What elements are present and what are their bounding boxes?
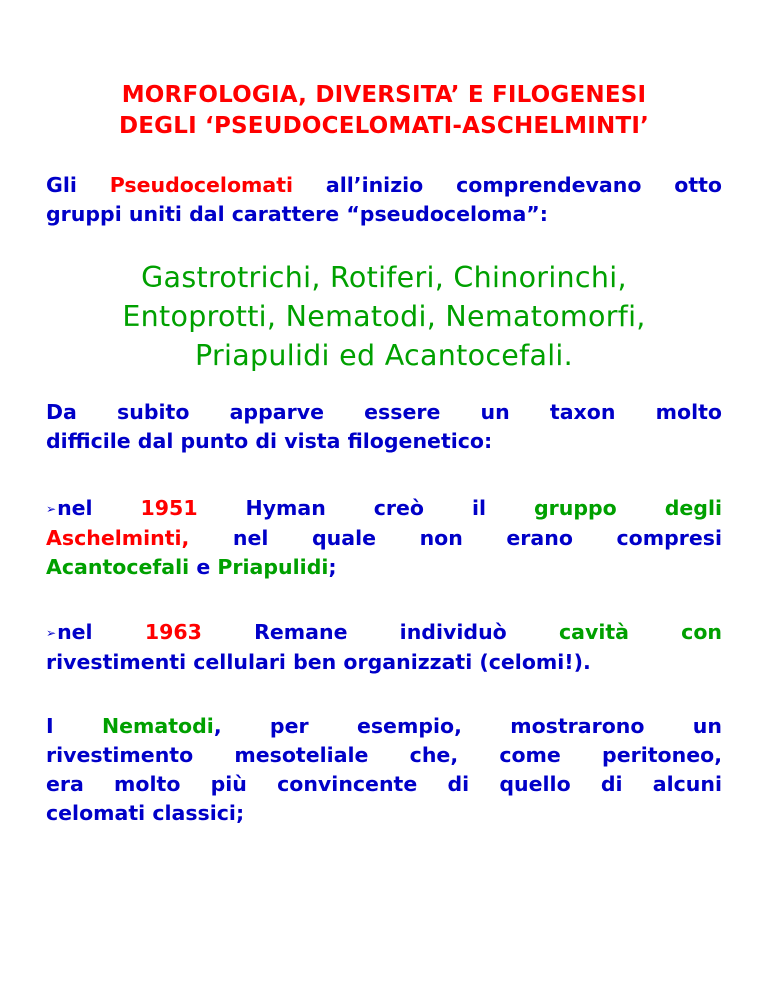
bullet-1951-e: e	[196, 555, 211, 579]
intro-text: all’inizio comprendevano otto	[325, 173, 723, 197]
year-1951: 1951	[140, 496, 198, 520]
year-1963: 1963	[144, 620, 202, 644]
nematodi-line-4: celomati classici;	[46, 801, 245, 825]
page-title	[0, 80, 768, 142]
priapulidi-term: Priapulidi	[217, 555, 329, 579]
difficult-line-1: Da subito apparve essere un taxon molto	[46, 400, 722, 424]
nematodi-term: Nematodi	[101, 714, 214, 738]
bullet-1963-remane: Remane individuò	[254, 620, 507, 644]
bullet-1951-line-2	[46, 524, 722, 553]
arrow-bullet-icon: ➢	[46, 626, 57, 640]
difficult-paragraph	[46, 398, 722, 456]
groups-line-2: Entoprotti, Nematodi, Nematomorfi,	[122, 300, 646, 333]
bullet-1951-rest: nel quale non erano compresi	[232, 526, 722, 550]
bullet-1963-nel: nel	[57, 620, 93, 644]
bullet-1951	[46, 494, 722, 582]
intro-paragraph	[46, 171, 722, 229]
bullet-1963	[46, 618, 722, 677]
pseudocelomati-term: Pseudocelomati	[109, 173, 294, 197]
title-line-2: DEGLI ‘PSEUDOCELOMATI-ASCHELMINTI’	[118, 113, 650, 139]
nematodi-line-2: rivestimento mesoteliale che, come peritoneo,	[46, 743, 722, 767]
bullet-1951-line-3	[46, 553, 722, 582]
intro-word-gli: Gli	[46, 173, 77, 197]
gruppo-degli: gruppo degli	[533, 496, 723, 520]
bullet-1963-line-1	[46, 618, 722, 648]
groups-line-3: Priapulidi ed Acantocefali.	[194, 339, 574, 372]
aschelminti-term: Aschelminti,	[46, 526, 190, 550]
groups-line-1: Gastrotrichi, Rotiferi, Chinorinchi,	[141, 261, 627, 294]
nematodi-line-3: era molto più convincente di quello di alcuni	[46, 772, 722, 796]
bullet-1951-line-1	[46, 494, 722, 524]
bullet-1951-nel: nel	[57, 496, 93, 520]
arrow-bullet-icon: ➢	[46, 502, 57, 516]
bullet-1951-head	[46, 496, 93, 520]
nematodi-paragraph	[46, 712, 722, 828]
bullet-1951-hyman: Hyman creò il	[245, 496, 487, 520]
bullet-1951-semicolon: ;	[328, 555, 337, 579]
bullet-1963-head	[46, 620, 93, 644]
cavita-con: cavità con	[558, 620, 723, 644]
intro-line-2: gruppi uniti dal carattere “pseudoceloma”:	[46, 202, 548, 226]
groups-list	[0, 258, 768, 375]
bullet-1963-line-2: rivestimenti cellulari ben organizzati (celomi!).	[46, 650, 591, 674]
acantocefali-term: Acantocefali	[46, 555, 190, 579]
title-line-1: MORFOLOGIA, DIVERSITA’ E FILOGENESI	[121, 82, 647, 108]
difficult-line-2: difficile dal punto di vista filogenetico:	[46, 429, 493, 453]
intro-line-1	[46, 171, 722, 200]
nematodi-i: I	[46, 714, 54, 738]
nematodi-rest: , per esempio, mostrarono un	[213, 714, 722, 738]
nematodi-line-1	[46, 712, 722, 741]
